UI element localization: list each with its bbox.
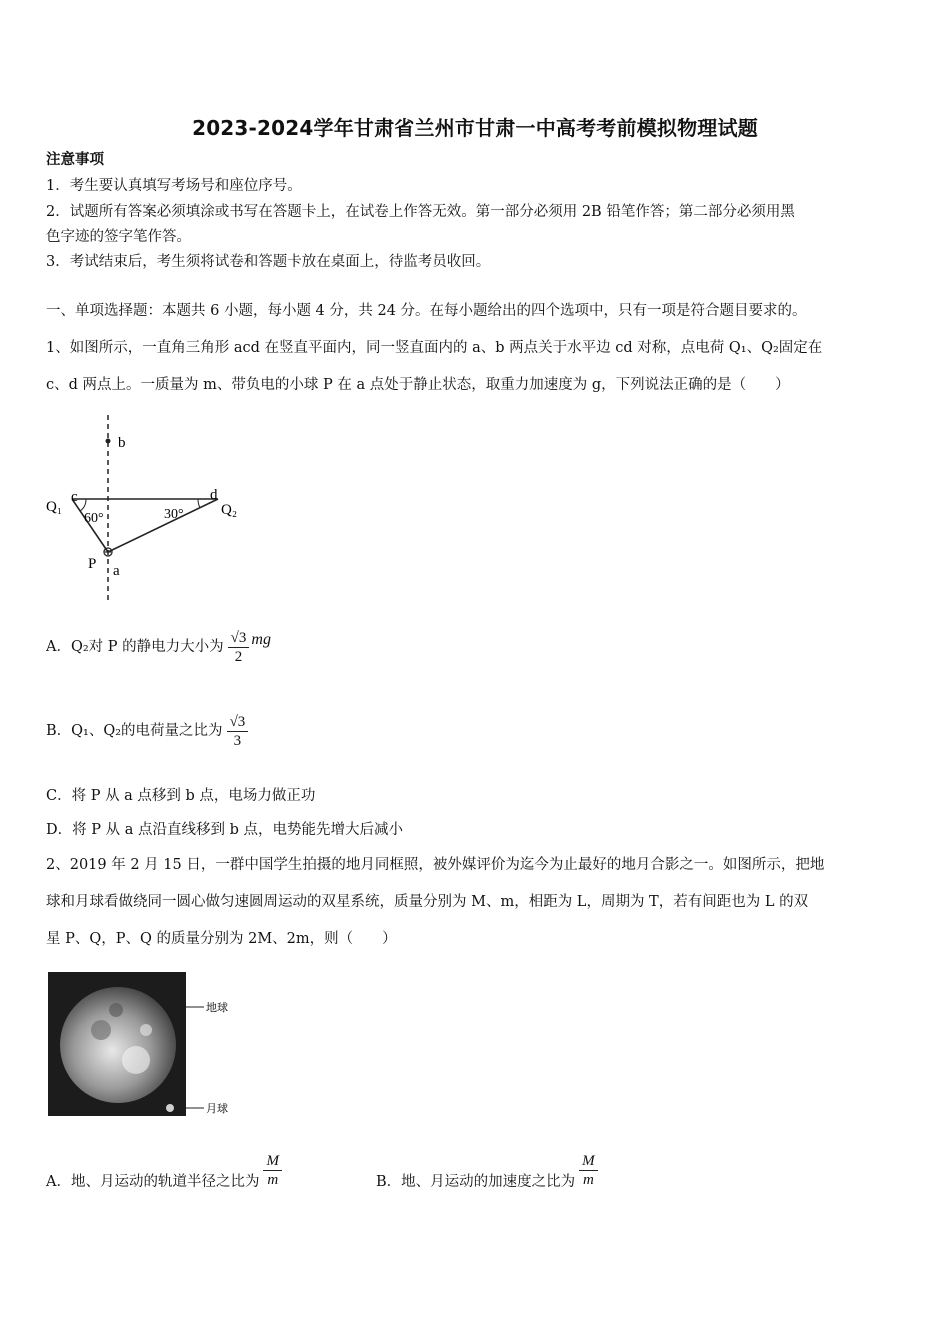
fraction-numerator: √3: [228, 629, 250, 648]
q1-option-b-text: B．Q₁、Q₂的电荷量之比为: [46, 723, 223, 739]
q2-stem-line2: 球和月球看做绕同一圆心做匀速圆周运动的双星系统，质量分别为 M、m，相距为 L，周期为 T，若有间距也为 L 的双: [46, 894, 809, 910]
triangle-diagram: [40, 410, 260, 605]
notice-3: 3．考试结束后，考生须将试卷和答题卡放在桌面上，待监考员收回。: [46, 254, 491, 270]
fraction-numerator: M: [579, 1152, 598, 1171]
notice-1: 1．考生要认真填写考场号和座位序号。: [46, 178, 302, 194]
notice-2-cont: 色字迹的签字笔作答。: [46, 229, 191, 245]
fraction-numerator: M: [263, 1152, 282, 1171]
label-q1: Q₁: [46, 499, 63, 515]
edge-da: [108, 499, 218, 552]
fraction-numerator: √3: [227, 713, 249, 732]
notice-heading: 注意事项: [46, 151, 104, 168]
fraction: [263, 1152, 282, 1189]
label-a: a: [113, 563, 120, 579]
fraction-denominator: m: [267, 1171, 279, 1188]
fraction: [227, 713, 249, 750]
label-p: P: [88, 556, 97, 572]
q1-option-a-text: A．Q₂对 P 的静电力大小为: [46, 639, 224, 655]
label-earth: 地球: [206, 1001, 228, 1014]
q1-option-c: C．将 P 从 a 点移到 b 点，电场力做正功: [46, 788, 316, 804]
q1-option-d: D．将 P 从 a 点沿直线移到 b 点，电势能先增大后减小: [46, 822, 403, 838]
page-title: 2023-2024学年甘肃省兰州市甘肃一中高考考前模拟物理试题: [192, 116, 758, 140]
q2-option-a: [46, 1146, 284, 1194]
fraction-denominator: 3: [233, 732, 242, 749]
q1-option-b: [46, 706, 250, 756]
fraction: [579, 1152, 598, 1189]
q2-stem-line3: 星 P、Q，P、Q 的质量分别为 2M、2m，则（ ）: [46, 931, 397, 947]
label-b: b: [118, 435, 126, 451]
q1-option-a-suffix: mg: [251, 631, 271, 648]
q2-option-a-text: A．地、月运动的轨道半径之比为: [46, 1174, 260, 1190]
label-moon: 月球: [206, 1102, 228, 1115]
section-heading: 一、单项选择题：本题共 6 小题，每小题 4 分，共 24 分。在每小题给出的四个选项中，只有一项是符合题目要求的。: [46, 303, 807, 319]
q1-option-a: [46, 622, 271, 672]
fraction: [228, 629, 250, 666]
q1-stem-line2: c、d 两点上。一质量为 m、带负电的小球 P 在 a 点处于静止状态，取重力加速度为 g，下列说法正确的是（ ）: [46, 377, 790, 393]
earth-moon-photo: [46, 970, 246, 1120]
label-d: d: [210, 487, 218, 503]
q2-stem-line1: 2、2019 年 2 月 15 日，一群中国学生拍摄的地月同框照，被外媒评价为迄今为止最好的地月合影之一。如图所示，把地: [46, 857, 825, 873]
q1-stem-line1: 1、如图所示，一直角三角形 acd 在竖直平面内，同一竖直面内的 a、b 两点关于水平边 cd 对称，点电荷 Q₁、Q₂固定在: [46, 340, 823, 356]
label-q2: Q₂: [221, 502, 238, 518]
label-angle-30: 30°: [164, 507, 184, 522]
q2-option-b: [376, 1146, 600, 1194]
fraction-denominator: 2: [234, 648, 243, 665]
label-angle-60: 60°: [84, 511, 104, 526]
moon-dot: [166, 1104, 174, 1112]
q2-option-b-text: B．地、月运动的加速度之比为: [376, 1174, 576, 1190]
label-c: c: [71, 489, 78, 505]
notice-2: 2．试题所有答案必须填涂或书写在答题卡上，在试卷上作答无效。第一部分必须用 2B 铅笔作答；第二部分必须用黑: [46, 204, 795, 220]
point-b: [106, 439, 111, 444]
fraction-denominator: m: [582, 1171, 594, 1188]
